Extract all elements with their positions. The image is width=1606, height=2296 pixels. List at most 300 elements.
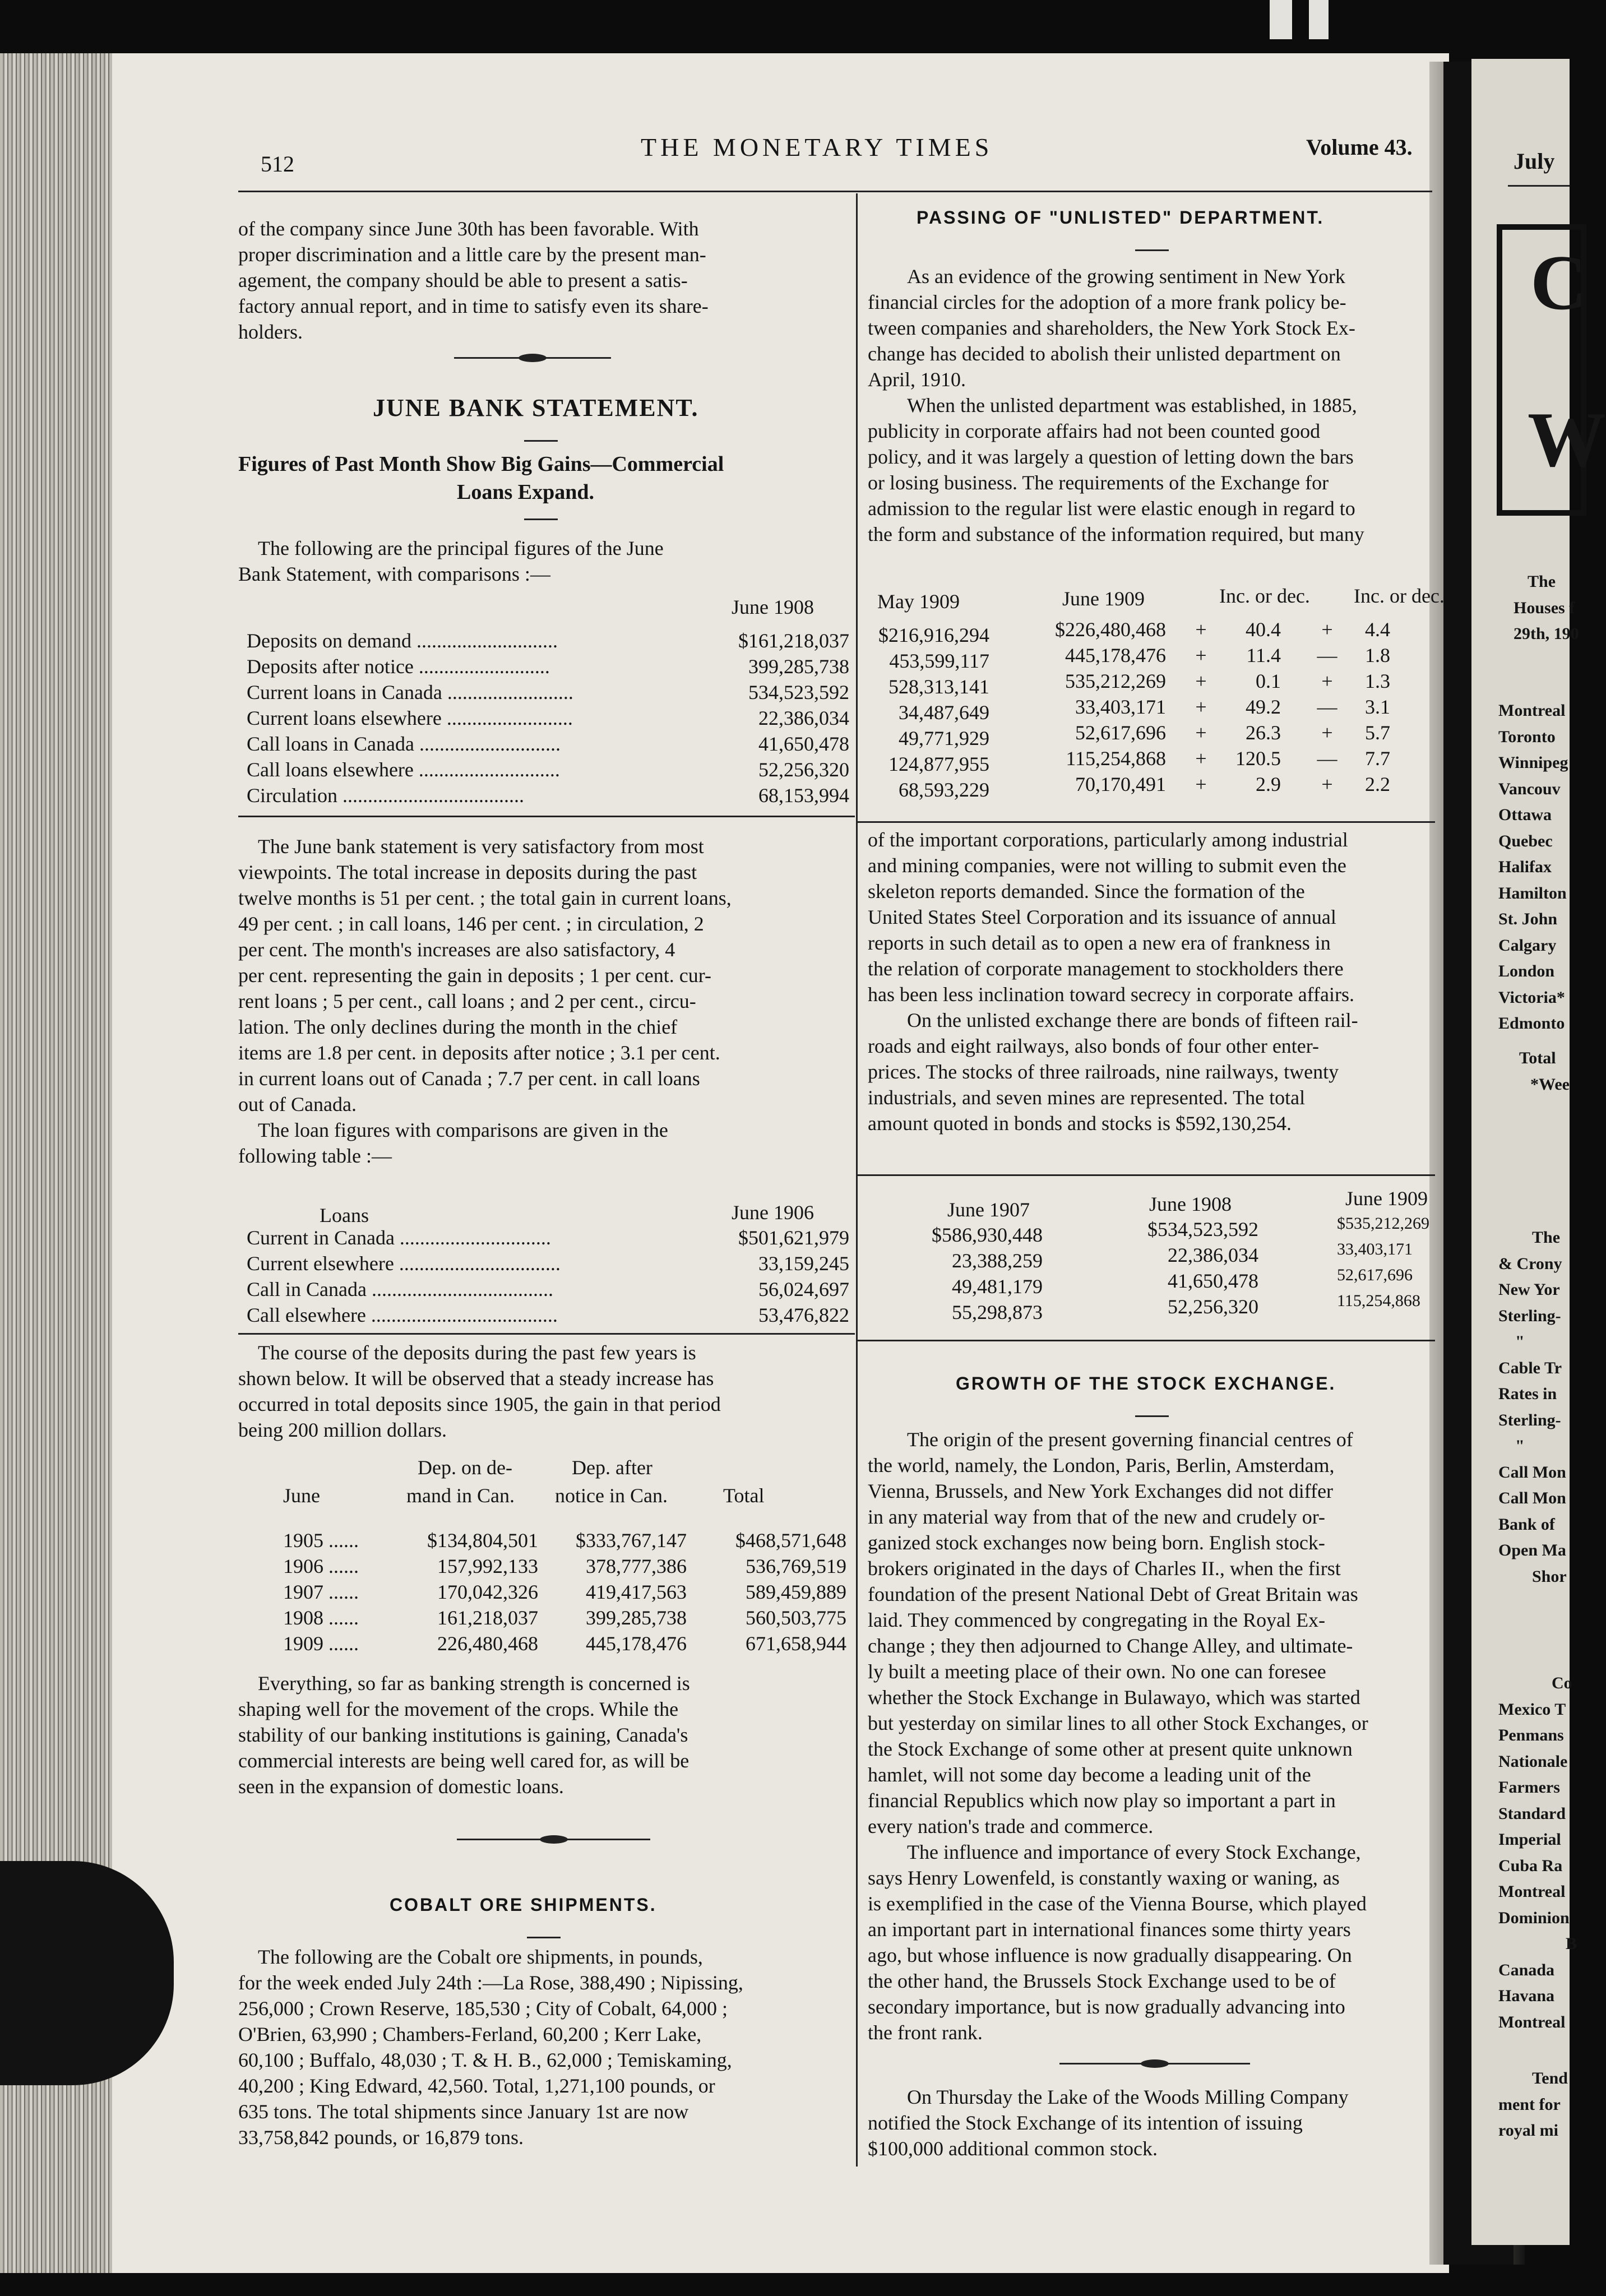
text-line: secondary importance, but is now gradually advancing into <box>868 1996 1345 2018</box>
text-line: change has decided to abolish their unlisted department on <box>868 342 1341 365</box>
list-item: Call Mon <box>1498 1462 1566 1482</box>
list-item: B <box>1566 1934 1577 1953</box>
text-line: 29th, 190 <box>1514 624 1579 643</box>
table-cell: $134,804,501 <box>427 1529 538 1552</box>
text-line: rent loans ; 5 per cent., call loans ; and 2 per cent., circu- <box>238 990 696 1012</box>
list-item: New Yor <box>1498 1280 1560 1299</box>
list-item: Farmers <box>1498 1778 1560 1797</box>
text-line: Everything, so far as banking strength is concerned is <box>258 1672 690 1695</box>
table-header: Inc. or dec. <box>1354 585 1445 607</box>
facing-page-stock-list <box>1498 1670 1577 2035</box>
facing-page-footer-text <box>1498 2066 1568 2144</box>
list-item: Vancouv <box>1498 779 1561 798</box>
col-loans-1906 <box>712 1225 849 1328</box>
table-cell: 399,285,738 <box>748 655 849 678</box>
table-cell: 33,159,245 <box>758 1252 849 1275</box>
text-line: As an evidence of the growing sentiment in New York <box>907 265 1345 288</box>
text-line: publicity in corporate affairs had not been counted good <box>868 420 1321 442</box>
table-cell: 68,153,994 <box>758 784 849 807</box>
text-line: When the unlisted department was established, in 1885, <box>907 394 1357 416</box>
table-cell: — <box>1317 644 1337 666</box>
list-item: Victoria* <box>1498 988 1565 1007</box>
text-line: for the week ended July 24th :—La Rose, 388,490 ; Nipissing, <box>238 1971 743 1994</box>
text-line: roads and eight railways, also bonds of four other enter- <box>868 1035 1320 1057</box>
list-item: Toronto <box>1498 727 1556 746</box>
paragraph <box>868 1427 1368 2045</box>
table-cell: + <box>1195 747 1207 770</box>
list-item: Open Ma <box>1498 1541 1566 1559</box>
table-cell: 560,503,775 <box>746 1607 846 1629</box>
table-cell: 528,313,141 <box>888 675 989 698</box>
table-cell: + <box>1321 721 1333 744</box>
text-line: The course of the deposits during the past few years is <box>258 1341 696 1364</box>
text-line: of the company since June 30th has been favorable. With <box>238 217 699 240</box>
table-row-label: Call in Canada .................................... <box>247 1278 553 1300</box>
table-cell: 170,042,326 <box>437 1581 538 1603</box>
text-line: per cent. The month's increases are also satisfactory, 4 <box>238 938 675 961</box>
table-cell: 2.9 <box>1256 773 1281 795</box>
table-cell: 535,212,269 <box>1065 670 1166 692</box>
text-line: seen in the expansion of domestic loans. <box>238 1775 564 1798</box>
list-item: Sterling- <box>1498 1306 1561 1325</box>
table-header: Total <box>723 1484 765 1507</box>
page-number: 512 <box>261 151 294 177</box>
text-line: financial Republics which now play so important a part in <box>868 1789 1336 1812</box>
table-header: June <box>283 1484 320 1507</box>
table-cell: 34,487,649 <box>899 701 989 724</box>
list-item: St. John <box>1498 910 1558 928</box>
text-line: policy, and it was largely a question of letting down the bars <box>868 446 1354 468</box>
text-line: Bank Statement, with comparisons :— <box>238 563 550 585</box>
table-cell: 22,386,034 <box>758 707 849 729</box>
table-cell: 1907 ...... <box>283 1581 359 1603</box>
table-cell: $333,767,147 <box>576 1529 687 1552</box>
table-cell: $216,916,294 <box>878 624 989 646</box>
text-line: Houses f <box>1514 598 1575 617</box>
text-line: of the important corporations, particularly among industrial <box>868 828 1348 851</box>
table-cell: 445,178,476 <box>1065 644 1166 666</box>
table-cell: 445,178,476 <box>586 1632 687 1655</box>
text-line: the other hand, the Brussels Stock Exchange used to be of <box>868 1970 1336 1992</box>
table-cell: 2.2 <box>1365 773 1390 795</box>
list-item: Sterling- <box>1498 1410 1561 1429</box>
table-cell: 226,480,468 <box>437 1632 538 1655</box>
table-header: June 1908 <box>1149 1193 1232 1215</box>
table-header: mand in Can. <box>406 1484 515 1507</box>
table-cell: 399,285,738 <box>586 1607 687 1629</box>
table-cell: $501,621,979 <box>738 1226 849 1249</box>
text-line: the world, namely, the London, Paris, Berlin, Amsterdam, <box>868 1454 1335 1476</box>
paragraph <box>238 1670 690 1799</box>
paragraph <box>238 1340 721 1443</box>
table-cell: + <box>1195 696 1207 718</box>
text-line: the front rank. <box>868 2021 983 2044</box>
article-subtitle: Loans Expand. <box>457 480 595 504</box>
text-line: has been less inclination toward secrecy in corporate affairs. <box>868 983 1354 1006</box>
table-header: Dep. on de- <box>418 1456 512 1479</box>
text-line: occurred in total deposits since 1905, the gain in that period <box>238 1393 721 1415</box>
text-line: in current loans out of Canada ; 7.7 per cent. in call loans <box>238 1067 700 1090</box>
text-line: ly built a meeting place of their own. No one can foresee <box>868 1660 1326 1683</box>
table-cell: + <box>1195 618 1207 641</box>
text-line: in any material way from that of the new and crudely or- <box>868 1506 1325 1528</box>
text-line: holders. <box>238 321 303 343</box>
table-rule <box>858 1174 1435 1176</box>
facing-page-total <box>1514 1045 1570 1098</box>
table-cell: 589,459,889 <box>746 1581 846 1603</box>
table-cell: 41,650,478 <box>1168 1270 1258 1292</box>
list-item: Canada <box>1498 1960 1555 1979</box>
loans-row-labels <box>247 1225 729 1328</box>
list-item: Montreal <box>1498 2012 1566 2031</box>
table-header: June 1909 <box>1345 1187 1428 1210</box>
list-item: Montreal <box>1498 701 1566 720</box>
text-line: tween companies and shareholders, the New York Stock Ex- <box>868 317 1355 339</box>
column-rule <box>856 193 858 2167</box>
table-header: Dep. after <box>572 1456 652 1479</box>
text-line: financial circles for the adoption of a more frank policy be- <box>868 291 1346 313</box>
section-ornament <box>457 1839 650 1840</box>
table-cell: 1905 ...... <box>283 1529 359 1552</box>
table-row-label: Call elsewhere ..................................... <box>247 1304 558 1326</box>
text-line: industrials, and seven mines are represented. The total <box>868 1086 1306 1109</box>
table-cell: 0.1 <box>1256 670 1281 692</box>
list-item: The <box>1532 1228 1561 1247</box>
table-row-label: Current in Canada .............................. <box>247 1226 551 1249</box>
text-line: The origin of the present governing financial centres of <box>907 1428 1353 1451</box>
table-cell: 52,617,696 <box>1075 721 1166 744</box>
table-cell: 49,771,929 <box>899 727 989 749</box>
text-line: or losing business. The requirements of the Exchange for <box>868 471 1329 494</box>
article-title: JUNE BANK STATEMENT. <box>373 394 699 422</box>
text-line: lation. The only declines during the month in the chief <box>238 1016 678 1038</box>
list-item: & Crony <box>1498 1254 1562 1273</box>
text-line: notified the Stock Exchange of its intention of issuing <box>868 2112 1303 2134</box>
table-header: Inc. or dec. <box>1219 585 1310 607</box>
text-line: per cent. representing the gain in deposits ; 1 per cent. cur- <box>238 964 711 987</box>
col-may-1909 <box>855 622 989 803</box>
text-line: United States Steel Corporation and its issuance of annual <box>868 906 1336 928</box>
table-cell: 378,777,386 <box>586 1555 687 1577</box>
page-clip-shadow <box>0 1861 174 2085</box>
table-cell: + <box>1321 618 1333 641</box>
table-cell: $534,523,592 <box>1147 1218 1258 1240</box>
text-line: an important part in international finances some thirty years <box>868 1918 1351 1941</box>
text-line: Vienna, Brussels, and New York Exchanges did not differ <box>868 1480 1334 1502</box>
table-cell: $535,212,269 <box>1337 1214 1429 1233</box>
list-item: Rates in <box>1498 1385 1557 1403</box>
text-line: viewpoints. The total increase in deposits during the past <box>238 861 697 883</box>
text-line: but yesterday on similar lines to all other Stock Exchanges, or <box>868 1712 1368 1734</box>
paragraph <box>238 834 732 1169</box>
paragraph <box>868 2084 1349 2161</box>
scan-notch <box>1270 0 1292 39</box>
scan-border <box>0 2273 1570 2296</box>
table-cell: 70,170,491 <box>1075 773 1166 795</box>
text-line: The loan figures with comparisons are given in the <box>258 1119 668 1141</box>
table-header: May 1909 <box>877 590 960 613</box>
list-item: Cable Tr <box>1498 1358 1562 1377</box>
table-cell: 33,403,171 <box>1337 1240 1413 1258</box>
text-line: the relation of corporate management to stockholders there <box>868 957 1344 980</box>
text-line: The following are the principal figures of the June <box>258 537 664 559</box>
col-pct-1 <box>1219 617 1281 797</box>
paragraph <box>238 1944 743 2150</box>
table-cell: $226,480,468 <box>1055 618 1166 641</box>
col-demand <box>392 1527 538 1656</box>
col-loans-1909 <box>1337 1211 1429 1314</box>
title-rule <box>1135 249 1169 251</box>
text-line: royal mi <box>1498 2121 1558 2140</box>
table-cell: 33,403,171 <box>1075 696 1166 718</box>
table-header: June 1908 <box>732 596 814 618</box>
header-rule <box>1508 185 1570 187</box>
list-item: Halifax <box>1498 858 1552 876</box>
table-cell: 1908 ...... <box>283 1607 359 1629</box>
col-sign-2 <box>1315 617 1340 797</box>
text-line: Tend <box>1532 2069 1568 2087</box>
ad-letter: C <box>1530 239 1588 326</box>
table-cell: 53,476,822 <box>758 1304 849 1326</box>
table-cell: 157,992,133 <box>437 1555 538 1577</box>
list-item: Winnipeg <box>1498 753 1568 772</box>
text-line: The June bank statement is very satisfactory from most <box>258 835 704 858</box>
text-line: brokers originated in the days of Charles II., when the first <box>868 1557 1341 1580</box>
table-cell: 49,481,179 <box>952 1275 1043 1298</box>
text-line: 40,200 ; King Edward, 42,560. Total, 1,271,100 pounds, or <box>238 2075 715 2097</box>
table-cell: 1.3 <box>1365 670 1390 692</box>
text-line: change ; they then adjourned to Change Alley, and ultimate- <box>868 1635 1353 1657</box>
header-rule <box>238 191 1432 192</box>
text-line: $100,000 additional common stock. <box>868 2137 1158 2160</box>
list-item: " <box>1515 1332 1525 1351</box>
table-cell: + <box>1321 773 1333 795</box>
table-cell: 5.7 <box>1365 721 1390 744</box>
table-rule <box>238 1333 855 1335</box>
text-line: admission to the regular list were elastic enough in regard to <box>868 497 1355 520</box>
table-rule <box>858 1340 1435 1341</box>
table-header: Loans <box>320 1204 369 1226</box>
text-line: *Wee <box>1530 1075 1570 1094</box>
col-year <box>283 1527 359 1656</box>
text-line: out of Canada. <box>238 1093 357 1115</box>
text-line: and mining companies, were not willing to submit even the <box>868 854 1346 877</box>
table-cell: 40.4 <box>1246 618 1281 641</box>
facing-page-money-list <box>1498 1225 1567 1590</box>
facing-page-text <box>1514 569 1579 647</box>
article-title: PASSING OF "UNLISTED" DEPARTMENT. <box>917 207 1325 228</box>
table-cell: 120.5 <box>1235 747 1281 770</box>
title-rule <box>524 440 558 442</box>
text-line: reports in such detail as to open a new era of frankness in <box>868 932 1331 954</box>
text-line: proper discrimination and a little care by the present man- <box>238 243 706 266</box>
table-rule <box>858 821 1435 823</box>
title-rule <box>1135 1415 1169 1417</box>
table-cell: 3.1 <box>1365 696 1390 718</box>
text-line: 49 per cent. ; in call loans, 146 per cent. ; in circulation, 2 <box>238 913 704 935</box>
text-line: items are 1.8 per cent. in deposits after notice ; 3.1 per cent. <box>238 1041 720 1064</box>
table-cell: $161,218,037 <box>738 629 849 652</box>
table-cell: 1906 ...... <box>283 1555 359 1577</box>
text-line: 635 tons. The total shipments since January 1st are now <box>238 2100 689 2123</box>
text-line: the Stock Exchange of some other at present quite unknown <box>868 1738 1353 1760</box>
table-cell: $586,930,448 <box>932 1224 1043 1246</box>
table-row-label: Call loans in Canada ............................ <box>247 733 561 755</box>
table-cell: 68,593,229 <box>899 779 989 801</box>
text-line: skeleton reports demanded. Since the formation of the <box>868 880 1305 902</box>
table-cell: 52,256,320 <box>1168 1295 1258 1318</box>
text-line: ment for <box>1498 2095 1561 2114</box>
text-line: commercial interests are being well cared for, as will be <box>238 1749 689 1772</box>
list-item: Dominion <box>1498 1908 1570 1927</box>
table-cell: + <box>1195 721 1207 744</box>
list-item: Hamilton <box>1498 883 1567 902</box>
list-item: Mexico T <box>1498 1700 1566 1719</box>
col-june-1909 <box>1026 617 1166 797</box>
text-line: twelve months is 51 per cent. ; the total gain in current loans, <box>238 887 732 909</box>
table-cell: 536,769,519 <box>746 1555 846 1577</box>
list-item: Ottawa <box>1498 806 1552 824</box>
text-line: The <box>1528 572 1556 591</box>
text-line: The following are the Cobalt ore shipments, in pounds, <box>258 1946 703 1968</box>
table-cell: 453,599,117 <box>889 650 989 672</box>
text-line: ganized stock exchanges now being born. English stock- <box>868 1531 1325 1554</box>
text-line: every nation's trade and commerce. <box>868 1815 1154 1837</box>
col-total <box>701 1527 846 1656</box>
table-row-label: Circulation .................................... <box>247 784 524 807</box>
text-line: foundation of the present National Debt of Great Britain was <box>868 1583 1358 1605</box>
table-row-label: Deposits on demand ............................ <box>247 629 558 652</box>
table-row-label: Current loans elsewhere ......................... <box>247 707 573 729</box>
text-line: 256,000 ; Crown Reserve, 185,530 ; City of Cobalt, 64,000 ; <box>238 1997 728 2020</box>
text-line: is exemplified in the case of the Vienna Bourse, which played <box>868 1892 1367 1915</box>
table-cell: 115,254,868 <box>1337 1292 1420 1310</box>
table-header: June 1909 <box>1062 587 1145 610</box>
table-cell: 124,877,955 <box>888 753 989 775</box>
text-line: shaping well for the movement of the crops. While the <box>238 1698 679 1720</box>
col-june-1908 <box>712 628 849 808</box>
table-cell: 26.3 <box>1246 721 1281 744</box>
col-notice <box>541 1527 687 1656</box>
text-line: stability of our banking institutions is gaining, Canada's <box>238 1724 688 1746</box>
text-line: On Thursday the Lake of the Woods Milling Company <box>907 2086 1349 2108</box>
text-line: says Henry Lowenfeld, is constantly waxing or waning, as <box>868 1867 1340 1889</box>
list-item: Montreal <box>1498 1882 1566 1901</box>
table-cell: — <box>1317 696 1337 718</box>
table-cell: 1909 ...... <box>283 1632 359 1655</box>
facing-page-header: July <box>1514 149 1555 174</box>
section-ornament <box>454 357 611 359</box>
facing-page-city-list <box>1498 698 1568 1037</box>
text-line: 60,100 ; Buffalo, 48,030 ; T. & H. B., 62,000 ; Temiskaming, <box>238 2049 732 2071</box>
table-cell: 419,417,563 <box>586 1581 687 1603</box>
text-line: the form and substance of the information required, but many <box>868 523 1364 545</box>
table-row-label: Deposits after notice .......................... <box>247 655 550 678</box>
list-item: Standard <box>1498 1804 1566 1823</box>
text-line: shown below. It will be observed that a steady increase has <box>238 1367 714 1390</box>
table-cell: + <box>1195 644 1207 666</box>
table-rule <box>238 816 855 817</box>
volume-label: Volume 43. <box>1306 135 1413 160</box>
title-rule <box>527 1937 561 1938</box>
text-line: April, 1910. <box>868 368 966 391</box>
table-cell: 55,298,873 <box>952 1301 1043 1323</box>
table-cell: 534,523,592 <box>748 681 849 703</box>
table-cell: $468,571,648 <box>735 1529 846 1552</box>
text-line: laid. They commenced by congregating in the Royal Ex- <box>868 1609 1326 1631</box>
paragraph <box>868 827 1358 1136</box>
list-item: Call Mon <box>1498 1489 1566 1507</box>
text-line: Total <box>1519 1049 1556 1067</box>
table-cell: 56,024,697 <box>758 1278 849 1300</box>
text-line: following table :— <box>238 1145 392 1167</box>
table-row-label: Current loans in Canada ......................... <box>247 681 573 703</box>
table-cell: 22,386,034 <box>1168 1244 1258 1266</box>
list-item: Edmonto <box>1498 1014 1565 1033</box>
list-item: Havana <box>1498 1987 1555 2005</box>
article-subtitle: Figures of Past Month Show Big Gains—Commercial <box>238 452 724 476</box>
list-item: Shor <box>1532 1567 1567 1586</box>
table-cell: 52,256,320 <box>758 758 849 781</box>
list-item: Penmans <box>1498 1726 1564 1744</box>
list-item: " <box>1515 1437 1525 1455</box>
table-cell: 52,617,696 <box>1337 1266 1413 1284</box>
bank-row-labels <box>247 628 729 808</box>
text-line: being 200 million dollars. <box>238 1419 447 1441</box>
table-header: June 1906 <box>732 1201 814 1224</box>
list-item: Co <box>1552 1674 1572 1692</box>
col-loans-1907 <box>902 1222 1043 1325</box>
title-rule <box>524 519 558 520</box>
text-line: amount quoted in bonds and stocks is $592,130,254. <box>868 1112 1292 1135</box>
text-line: whether the Stock Exchange in Bulawayo, which was started <box>868 1686 1360 1709</box>
article-title: COBALT ORE SHIPMENTS. <box>390 1895 657 1915</box>
table-cell: 23,388,259 <box>952 1249 1043 1272</box>
list-item: Imperial <box>1498 1830 1561 1849</box>
list-item: Quebec <box>1498 831 1553 850</box>
paragraph <box>868 263 1364 547</box>
table-cell: 11.4 <box>1246 644 1281 666</box>
table-cell: 4.4 <box>1365 618 1390 641</box>
table-cell: 671,658,944 <box>746 1632 846 1655</box>
text-line: factory annual report, and in time to satisfy even its share- <box>238 295 709 317</box>
ad-letter: W <box>1528 396 1606 483</box>
list-item: London <box>1498 962 1555 980</box>
table-cell: + <box>1195 670 1207 692</box>
table-cell: 49.2 <box>1246 696 1281 718</box>
table-header: June 1907 <box>947 1198 1030 1221</box>
text-line: ago, but whose influence is now gradually disappearing. On <box>868 1944 1352 1966</box>
table-cell: 41,650,478 <box>758 733 849 755</box>
table-cell: + <box>1321 670 1333 692</box>
col-sign-1 <box>1188 617 1214 797</box>
publication-title: THE MONETARY TIMES <box>641 133 993 161</box>
list-item: Bank of <box>1498 1515 1555 1534</box>
scan-notch <box>1309 0 1329 39</box>
table-cell: + <box>1195 773 1207 795</box>
table-cell: 1.8 <box>1365 644 1390 666</box>
section-ornament <box>1059 2063 1250 2064</box>
table-row-label: Current elsewhere ................................ <box>247 1252 561 1275</box>
text-line: prices. The stocks of three railroads, nine railways, twenty <box>868 1061 1339 1083</box>
table-cell: 161,218,037 <box>437 1607 538 1629</box>
list-item: Calgary <box>1498 936 1557 955</box>
col-loans-1908 <box>1116 1216 1258 1320</box>
table-cell: 7.7 <box>1365 747 1390 770</box>
text-line: hamlet, will not some day become a leading unit of the <box>868 1763 1311 1786</box>
col-pct-2 <box>1351 617 1390 797</box>
text-line: 33,758,842 pounds, or 16,879 tons. <box>238 2126 524 2149</box>
